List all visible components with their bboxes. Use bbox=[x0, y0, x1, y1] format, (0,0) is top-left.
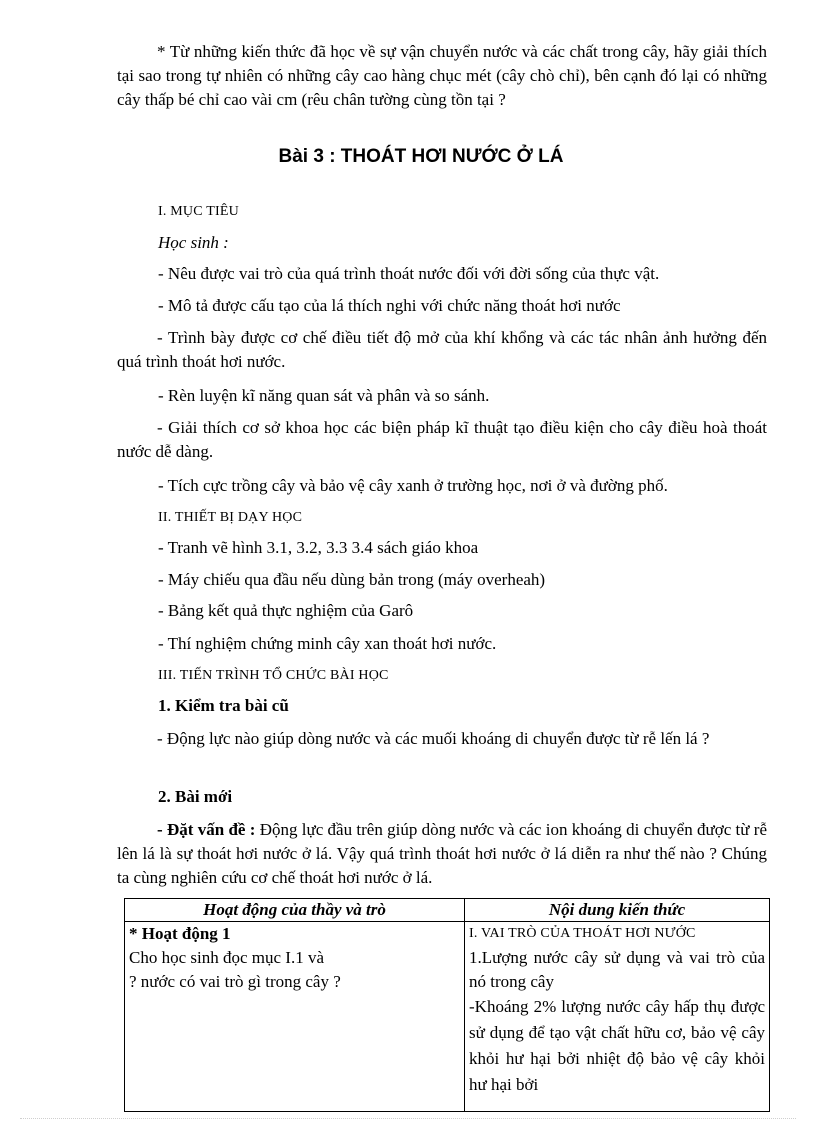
table-header-content: Nội dung kiến thức bbox=[465, 899, 770, 922]
activity-table bbox=[124, 898, 770, 1112]
section1-heading: I. MỤC TIÊU bbox=[158, 204, 239, 219]
page-bottom-border bbox=[20, 1118, 796, 1119]
table-row bbox=[125, 922, 770, 1112]
table-header-activity: Hoạt động của thầy và trò bbox=[125, 899, 465, 922]
problem-text: Động lực đầu trên giúp dòng nước và các ion khoáng di chuyển được từ rễ lên lá là sự thoát hơi nước ở lá. Vậy quá trình thoát hơi nước ở lá diễn ra như thế nào ? Chúng ta cùng nghiên cứu cơ chế thoát hơi nước ở lá. bbox=[117, 820, 767, 887]
activity-line: Cho học sinh đọc mục I.1 và bbox=[129, 948, 324, 967]
objective-item: - Mô tả được cấu tạo của lá thích nghi với chức năng thoát hơi nước bbox=[158, 296, 621, 315]
new-lesson-heading: 2. Bài mới bbox=[158, 787, 233, 806]
equipment-item: - Thí nghiệm chứng minh cây xan thoát hơi nước. bbox=[158, 634, 497, 653]
content-text: -Khoáng 2% lượng nước cây hấp thụ được sử dụng để tạo vật chất hữu cơ, bảo vệ cây khỏi hư hại bởi nhiệt độ bảo vệ cây khỏi hư hại bởi bbox=[469, 997, 765, 1094]
objective-item: - Nêu được vai trò của quá trình thoát nước đối với đời sống của thực vật. bbox=[158, 264, 660, 283]
lesson-title: Bài 3 : THOÁT HƠI NƯỚC Ở LÁ bbox=[278, 146, 564, 167]
activity-line: ? nước có vai trò gì trong cây ? bbox=[129, 972, 341, 991]
objective-item: - Giải thích cơ sở khoa học các biện pháp kĩ thuật tạo điều kiện cho cây điều hoà thoát nước dễ dàng. bbox=[117, 418, 767, 461]
activity-cell bbox=[125, 922, 465, 1112]
section1-subheading: Học sinh : bbox=[158, 233, 229, 252]
equipment-item: - Bảng kết quả thực nghiệm của Garô bbox=[158, 601, 414, 620]
section2-heading: II. THIẾT BỊ DẠY HỌC bbox=[158, 510, 303, 525]
objective-item: - Rèn luyện kĩ năng quan sát và phân và so sánh. bbox=[158, 386, 490, 405]
equipment-item: - Máy chiếu qua đầu nếu dùng bản trong (máy overheah) bbox=[158, 570, 546, 589]
activity-label: * Hoạt động 1 bbox=[129, 924, 231, 943]
equipment-item: - Tranh vẽ hình 3.1, 3.2, 3.3 3.4 sách giáo khoa bbox=[158, 538, 479, 557]
content-heading: I. VAI TRÒ CỦA THOÁT HƠI NƯỚC bbox=[469, 926, 696, 941]
objective-item: - Trình bày được cơ chế điều tiết độ mở của khí khổng và các tác nhân ảnh hưởng đến quá trình thoát hơi nước. bbox=[117, 328, 767, 371]
section3-heading: III. TIẾN TRÌNH TỔ CHỨC BÀI HỌC bbox=[158, 668, 389, 683]
intro-question: * Từ những kiến thức đã học về sự vận chuyển nước và các chất trong cây, hãy giải thích tại sao trong tự nhiên có những cây cao hàng chục mét (cây chò chỉ), bên cạnh đó lại có những cây thấp bé chỉ cao vài cm (rêu chân tường cùng tồn tại ? bbox=[117, 42, 767, 109]
problem-label: - Đặt vấn đề : bbox=[157, 820, 256, 839]
review-heading: 1. Kiểm tra bài cũ bbox=[158, 696, 289, 715]
content-cell bbox=[465, 922, 770, 1112]
content-subheading: 1.Lượng nước cây sử dụng và vai trò của nó trong cây bbox=[469, 948, 765, 991]
table-header-row bbox=[125, 899, 770, 922]
objective-item: - Tích cực trồng cây và bảo vệ cây xanh ở trường học, nơi ở và đường phố. bbox=[158, 476, 668, 495]
problem-statement bbox=[117, 818, 767, 890]
review-question: - Động lực nào giúp dòng nước và các muối khoáng di chuyển được từ rễ lến lá ? bbox=[157, 729, 710, 748]
